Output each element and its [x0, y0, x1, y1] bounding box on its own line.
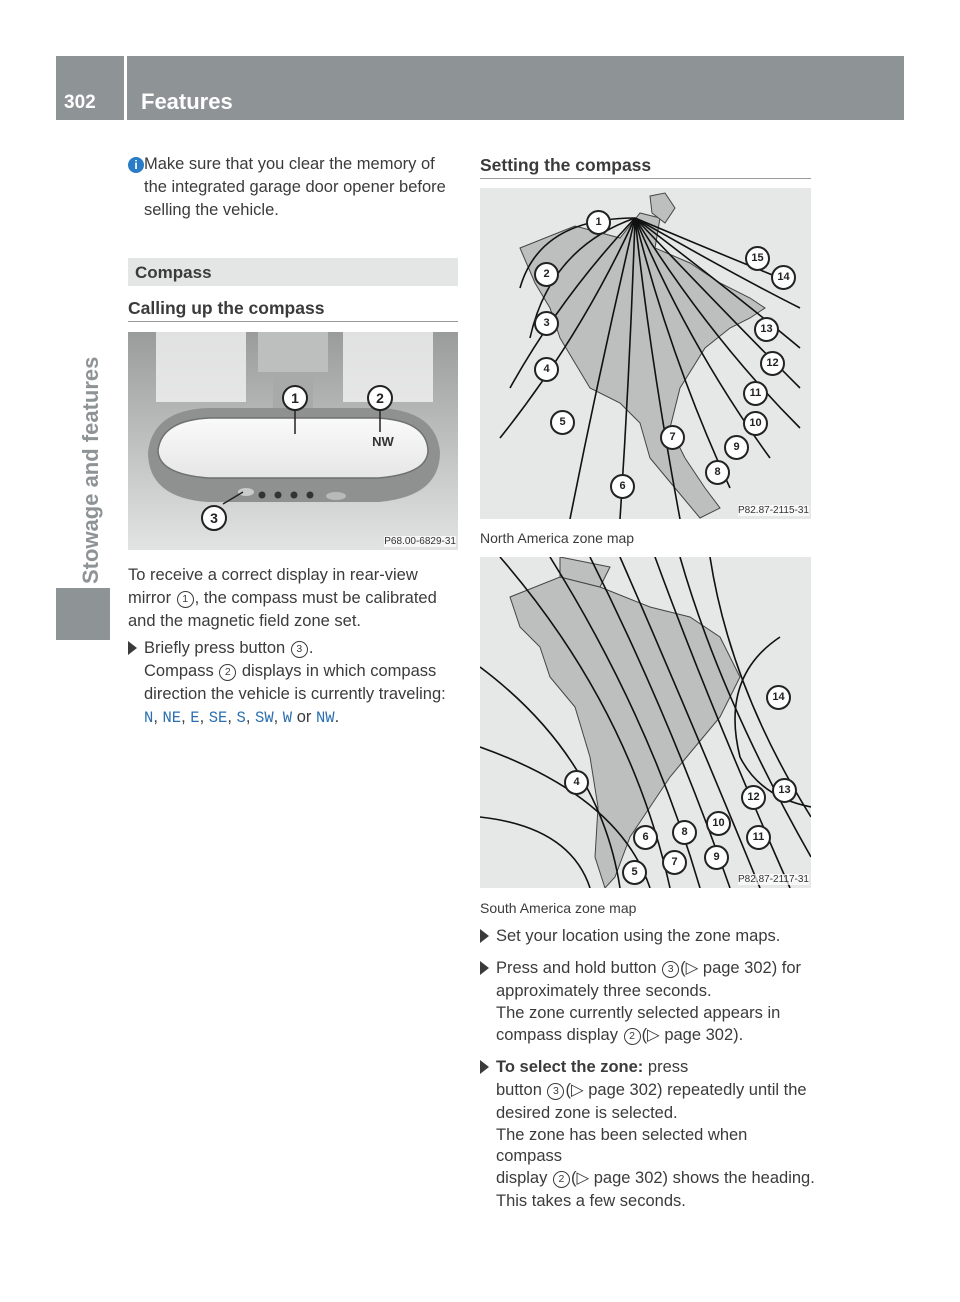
zone-callout-11: 11	[746, 825, 771, 850]
text: desired zone is selected.	[496, 1104, 678, 1122]
figure-code: P68.00-6829-31	[384, 536, 456, 547]
zone-callout-8: 8	[672, 820, 697, 845]
zone-callout-9: 9	[724, 435, 749, 460]
step-press-hold	[480, 957, 816, 1047]
figure-code: P82.87-2115-31	[738, 505, 809, 516]
callout-label: 2	[376, 390, 384, 406]
step-press-button	[128, 637, 460, 730]
zone-callout-9: 9	[704, 845, 729, 870]
text: display	[496, 1169, 552, 1187]
text: compass display	[496, 1026, 623, 1044]
direction-list: N, NE, E, SE, S, SW, W or NW.	[144, 708, 340, 727]
text: (▷ page 302) repeatedly until the	[565, 1081, 807, 1099]
ref-2: 2	[624, 1028, 641, 1045]
para-line: To receive a correct display in rear-view	[128, 566, 418, 584]
zone-callout-13: 13	[754, 317, 779, 342]
callout-label: 1	[291, 390, 299, 406]
callout-3	[202, 506, 226, 530]
zone-callout-12: 12	[760, 351, 785, 376]
setting-heading: Setting the compass	[480, 155, 652, 175]
calling-heading: Calling up the compass	[128, 298, 325, 318]
side-tab-marker	[56, 588, 110, 640]
zone-callout-13: 13	[772, 778, 797, 803]
mirror-figure	[128, 332, 458, 550]
zone-callout-4: 4	[534, 357, 559, 382]
para-line: and the magnetic field zone set.	[128, 612, 361, 630]
sa-caption: South America zone map	[480, 900, 637, 916]
north-america-map	[480, 188, 811, 519]
page-number: 302	[64, 92, 96, 113]
text: mirror	[128, 589, 176, 607]
text: Set your location using the zone maps.	[496, 927, 781, 945]
direction: SW	[255, 709, 274, 727]
side-tab-label: Stowage and features	[78, 356, 103, 584]
figure-code: P82.87-2117-31	[738, 874, 809, 885]
zone-callout-5: 5	[622, 860, 647, 885]
bold-label: To select the zone:	[496, 1058, 644, 1076]
text: approximately three seconds.	[496, 982, 712, 1000]
text: or	[296, 708, 312, 726]
zone-callout-4: 4	[564, 770, 589, 795]
ref-3: 3	[662, 961, 679, 978]
heading-rule	[128, 321, 458, 322]
calling-paragraph	[128, 564, 460, 730]
ref-2: 2	[219, 664, 236, 681]
info-note-line: selling the vehicle.	[144, 201, 279, 219]
direction: E	[190, 709, 200, 727]
text: (▷ page 302) shows the heading.	[570, 1169, 815, 1187]
text: button	[496, 1081, 547, 1099]
zone-callout-2: 2	[534, 262, 559, 287]
mirror-illustration	[128, 332, 458, 550]
ref-1: 1	[177, 591, 194, 608]
info-note-line: Make sure that you clear the memory of	[144, 155, 435, 173]
arrow-bullet-icon	[480, 1060, 489, 1074]
arrow-bullet-icon	[480, 961, 489, 975]
zone-callout-10: 10	[706, 811, 731, 836]
text: This takes a few seconds.	[496, 1192, 686, 1210]
direction: N	[144, 709, 154, 727]
zone-callout-15: 15	[745, 246, 770, 271]
page-title: Features	[141, 89, 233, 114]
info-note	[144, 153, 460, 222]
heading-rule	[480, 178, 811, 179]
zone-callout-12: 12	[741, 785, 766, 810]
callout-label: 3	[210, 510, 218, 526]
setting-steps	[480, 925, 816, 1213]
ref-3: 3	[547, 1083, 564, 1100]
step-set-location	[480, 925, 816, 948]
zone-callout-6: 6	[633, 825, 658, 850]
text: .	[308, 639, 314, 657]
zone-callout-6: 6	[610, 474, 635, 499]
arrow-bullet-icon	[480, 929, 489, 943]
zone-callout-10: 10	[743, 411, 768, 436]
text: Briefly press button	[144, 639, 290, 657]
zone-callout-11: 11	[743, 381, 768, 406]
zone-callout-7: 7	[660, 425, 685, 450]
ref-3: 3	[291, 641, 308, 658]
zone-callout-7: 7	[662, 850, 687, 875]
text: Press and hold button	[496, 959, 662, 977]
section-title: Compass	[135, 263, 212, 282]
text: Compass	[144, 662, 219, 680]
header-title-box	[127, 56, 904, 120]
text: The zone currently selected appears in	[496, 1004, 781, 1022]
zone-callout-3: 3	[534, 311, 559, 336]
zone-callout-14: 14	[771, 265, 796, 290]
zone-callout-8: 8	[705, 460, 730, 485]
zone-callout-14: 14	[766, 685, 791, 710]
ref-2: 2	[553, 1171, 570, 1188]
zone-callout-1: 1	[586, 210, 611, 235]
na-map-illustration	[480, 188, 811, 519]
text: displays in which compass	[237, 662, 437, 680]
callout-1	[283, 386, 307, 410]
para-line	[128, 587, 460, 610]
direction: W	[282, 709, 293, 727]
text: , the compass must be calibrated	[194, 589, 437, 607]
text: (▷ page 302).	[641, 1026, 744, 1044]
zone-callout-5: 5	[550, 410, 575, 435]
step-select-zone	[480, 1056, 816, 1213]
section-band	[128, 258, 458, 286]
text: direction the vehicle is currently traveling:	[144, 685, 446, 703]
callout-2	[368, 386, 392, 410]
na-caption: North America zone map	[480, 530, 635, 546]
text: (▷ page 302) for	[680, 959, 802, 977]
direction: NE	[162, 709, 182, 727]
direction: S	[236, 709, 246, 727]
info-icon: i	[128, 157, 144, 173]
arrow-bullet-icon	[128, 641, 137, 655]
text: press	[643, 1058, 689, 1076]
info-note-line: the integrated garage door opener before	[144, 178, 446, 196]
mirror-display: NW	[372, 434, 394, 449]
direction: SE	[208, 709, 228, 727]
direction: NW	[315, 709, 335, 727]
text: The zone has been selected when compass	[496, 1126, 748, 1165]
